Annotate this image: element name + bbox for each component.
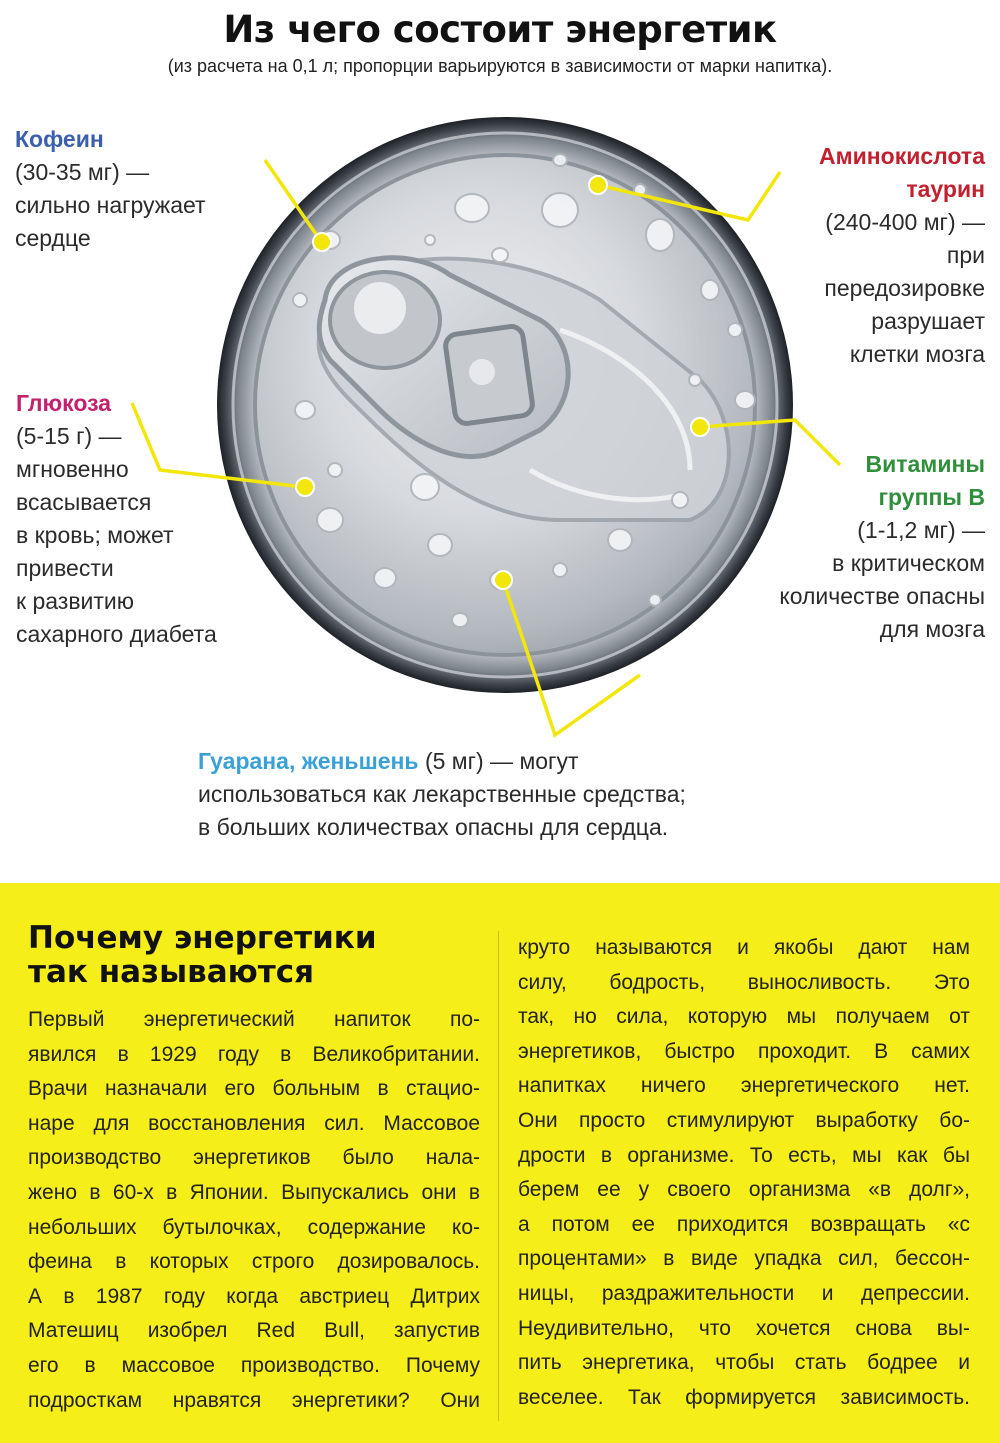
article-line: Врачи назначали его больным в стацио- — [28, 1077, 480, 1101]
taurine-line-3: передозировке — [824, 275, 985, 301]
article-heading-line-2: так называются — [28, 954, 315, 990]
caffeine-line-2: сильно нагружает — [15, 192, 206, 218]
article-line: жено в 60-х в Японии. Выпускались они в — [28, 1180, 480, 1204]
glucose-line-1: (5-15 г) — — [16, 423, 122, 449]
article-line: пить энергетика, чтобы стать бодрее и — [518, 1351, 970, 1375]
guarana-amount: (5 мг) — могут — [418, 748, 579, 774]
article-line: силу, бодрость, выносливость. Это — [518, 970, 970, 994]
article-heading-line-1: Почему энергетики — [28, 920, 377, 956]
article-line: Первый энергетический напиток по- — [28, 1008, 480, 1031]
article-line: процентами» в виде упадка сил, бессон- — [518, 1247, 970, 1271]
glucose-line-6: к развитию — [16, 588, 135, 614]
glucose-line-5: привести — [16, 555, 114, 581]
article-line: небольших бутылочках, содержание ко- — [28, 1215, 480, 1239]
caffeine-line-3: сердце — [15, 225, 91, 251]
article-line: его в массовое производство. Почему — [28, 1353, 480, 1377]
vitamins-line-2: в критическом — [832, 550, 985, 576]
guarana-line-0 — [198, 745, 798, 778]
vitamins-line-3: количестве опасны — [779, 583, 985, 609]
article-line: круто называются и якобы дают нам — [518, 936, 970, 959]
guarana-title: Гуарана, женьшень — [198, 748, 419, 774]
article-line: так, но сила, которую мы получаем от — [518, 1005, 970, 1029]
article-line: берем ее у своего организма «в долг», — [518, 1178, 970, 1202]
article-line: подросткам нравятся энергетики? Они — [28, 1388, 480, 1412]
guarana-line-1: использоваться как лекарственные средства; — [198, 781, 686, 807]
taurine-label — [740, 140, 985, 371]
guarana-label — [198, 745, 798, 844]
glucose-title: Глюкоза — [16, 390, 112, 416]
column-divider — [498, 931, 499, 1421]
article-line: дрости в организме. То есть, мы как бы — [518, 1143, 970, 1167]
guarana-line-2: в больших количествах опасны для сердца. — [198, 814, 669, 840]
vitamins-title-line-2: группы В — [878, 484, 985, 510]
glucose-line-4: в кровь; может — [16, 522, 174, 548]
vitamins-line-4: для мозга — [879, 616, 985, 642]
page-title: Из чего состоит энергетик — [223, 8, 777, 51]
page-subtitle: (из расчета на 0,1 л; пропорции варьируются в зависимости от марки напитка). — [167, 56, 833, 76]
article-line: Неудивительно, что хочется снова вы- — [518, 1316, 970, 1340]
article-line: Матешиц изобрел Red Bull, запустив — [28, 1319, 480, 1343]
article-line: энергетиков, быстро проходит. В самих — [518, 1039, 970, 1063]
glucose-line-7: сахарного диабета — [16, 621, 217, 647]
taurine-line-2: при — [946, 242, 985, 268]
article-line: а потом ее приходится возвращать «с — [518, 1212, 970, 1236]
glucose-label — [16, 387, 266, 651]
article-line: Они просто стимулируют выработку бо- — [518, 1108, 970, 1132]
article-line: А в 1987 году когда австриец Дитрих — [28, 1284, 480, 1308]
article-column-2 — [518, 931, 970, 1415]
taurine-title-line-1: Аминокислота — [819, 143, 985, 169]
caffeine-line-1: (30-35 мг) — — [15, 159, 150, 185]
article-line: веселее. Так формируется зависимость. — [518, 1385, 970, 1409]
caffeine-label — [15, 123, 275, 255]
article-line: ницы, раздражительности и депрессии. — [518, 1281, 970, 1305]
glucose-line-2: мгновенно — [16, 456, 129, 482]
article-line: производство энергетиков было нала- — [28, 1146, 480, 1170]
taurine-line-4: разрушает — [871, 308, 985, 334]
article-line: феина в которых строго дозировалось. — [28, 1250, 480, 1274]
article-line: явился в 1929 году в Великобритании. — [28, 1042, 480, 1066]
vitamins-title-line-1: Витамины — [865, 451, 985, 477]
taurine-line-1: (240-400 мг) — — [825, 209, 985, 235]
article-section — [0, 883, 1000, 1443]
taurine-title-line-2: таурин — [906, 176, 985, 202]
vitamins-line-1: (1-1,2 мг) — — [857, 517, 985, 543]
article-line: напитках ничего энергетического нет. — [518, 1074, 970, 1098]
article-column-1 — [28, 1003, 480, 1418]
glucose-line-3: всасывается — [16, 489, 152, 515]
caffeine-title: Кофеин — [15, 126, 104, 152]
article-line: наре для восстановления сил. Массовое — [28, 1111, 480, 1135]
taurine-line-5: клетки мозга — [849, 341, 985, 367]
vitamins-label — [735, 448, 985, 646]
article-heading — [28, 921, 488, 989]
